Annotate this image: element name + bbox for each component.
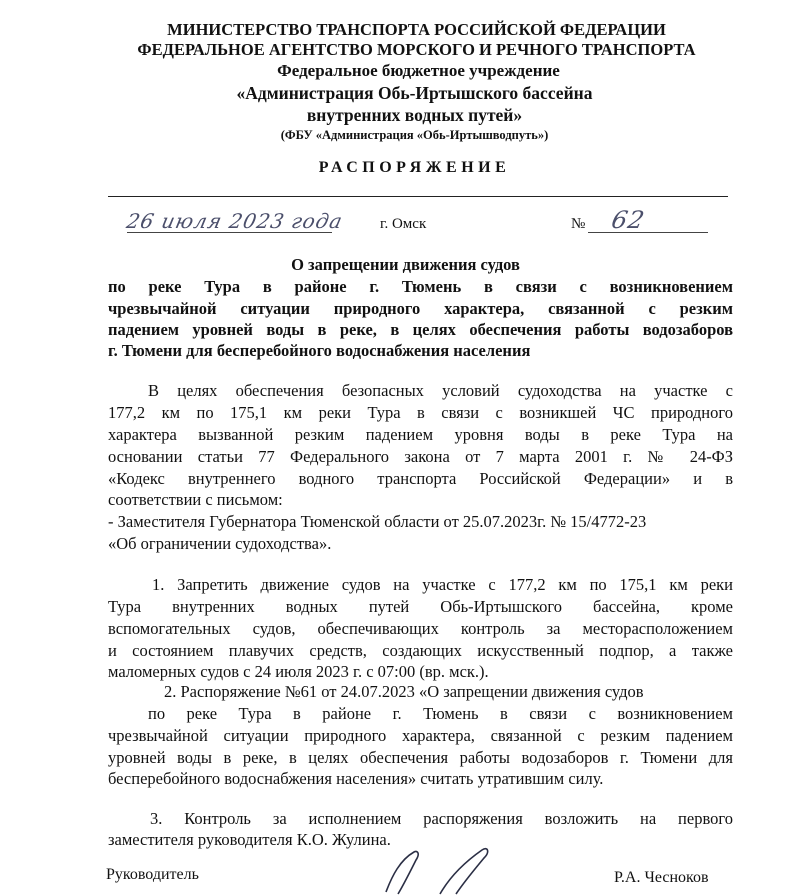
header-short-name: (ФБУ «Администрация «Обь-Иртышводпуть») — [280, 128, 549, 142]
preamble-line: характера вызванной резким падением уровня воды в реке Тура на — [108, 425, 733, 444]
subject-line: г. Тюмени для бесперебойного водоснабжения населения — [108, 341, 531, 360]
handwritten-number: 62 — [609, 206, 648, 234]
subject-title: О запрещении движения судов — [291, 255, 520, 274]
item-1-line: 1. Запретить движение судов на участке с 177,2 км по 175,1 км реки — [152, 575, 733, 594]
handwritten-signature — [378, 846, 498, 896]
header-institution-name-2: внутренних водных путей» — [306, 105, 523, 125]
subject-line: падением уровней воды в реке, в целях обеспечения работы водозаборов — [108, 320, 733, 339]
preamble-line: «Об ограничении судоходства». — [108, 534, 332, 553]
subject-line: чрезвычайной ситуации природного характера, связанной с резким — [108, 299, 733, 318]
preamble-line: соответствии с письмом: — [108, 490, 283, 509]
handwritten-date: 26 июля 2023 года — [124, 209, 346, 233]
subject-line: по реке Тура в районе г. Тюмень в связи с возникновением — [108, 277, 733, 296]
item-3-line: заместителя руководителя К.О. Жулина. — [108, 830, 391, 849]
city: г. Омск — [380, 216, 427, 232]
item-1-line: и состоянием плавучих средств, создающих искусственный подпор, а также — [108, 641, 733, 660]
header-ministry: МИНИСТЕРСТВО ТРАНСПОРТА РОССИЙСКОЙ ФЕДЕРАЦИИ — [167, 20, 666, 39]
preamble-line: «Кодекс внутреннего водного транспорта Российской Федерации» и в — [108, 469, 733, 488]
header-institution-type: Федеральное бюджетное учреждение — [277, 61, 560, 80]
preamble-line: - Заместителя Губернатора Тюменской области от 25.07.2023г. № 15/4772-23 — [108, 512, 647, 531]
signatory-role: Руководитель — [106, 866, 199, 883]
item-2-line: чрезвычайной ситуации природного характера, связанной с резким падением — [108, 726, 733, 745]
preamble-line: В целях обеспечения безопасных условий судоходства на участке с — [148, 381, 733, 400]
signatory-name: Р.А. Чесноков — [614, 869, 709, 886]
header-institution-name-1: «Администрация Обь-Иртышского бассейна — [236, 83, 593, 103]
number-label: № — [571, 216, 586, 232]
item-1-line: Тура внутренних водных путей Обь-Иртышского бассейна, кроме — [108, 597, 733, 616]
header-agency: ФЕДЕРАЛЬНОЕ АГЕНТСТВО МОРСКОГО И РЕЧНОГО ТРАНСПОРТА — [137, 40, 696, 59]
item-2-line: 2. Распоряжение №61 от 24.07.2023 «О запрещении движения судов — [164, 682, 644, 701]
item-1-line: вспомогательных судов, обеспечивающих контроль за месторасположением — [108, 619, 733, 638]
item-1-line: маломерных судов с 24 июля 2023 г. с 07:00 (вр. мск.). — [108, 662, 489, 681]
preamble-line: основании статьи 77 Федерального закона от 7 марта 2001 г. № 24-ФЗ — [108, 447, 733, 466]
document-title: РАСПОРЯЖЕНИЕ — [318, 159, 511, 176]
item-2-line: уровней воды в реке, в целях обеспечения работы водозаборов г. Тюмени для — [108, 748, 733, 767]
item-2-line: по реке Тура в районе г. Тюмень в связи с возникновением — [148, 704, 733, 723]
date-underline — [127, 232, 332, 233]
item-3-line: 3. Контроль за исполнением распоряжения возложить на первого — [150, 809, 733, 828]
item-2-line: бесперебойного водоснабжения населения» считать утратившим силу. — [108, 769, 604, 788]
header-divider — [108, 196, 728, 197]
preamble-line: 177,2 км по 175,1 км реки Тура в связи с возникшей ЧС природного — [108, 403, 733, 422]
number-underline — [588, 232, 708, 233]
